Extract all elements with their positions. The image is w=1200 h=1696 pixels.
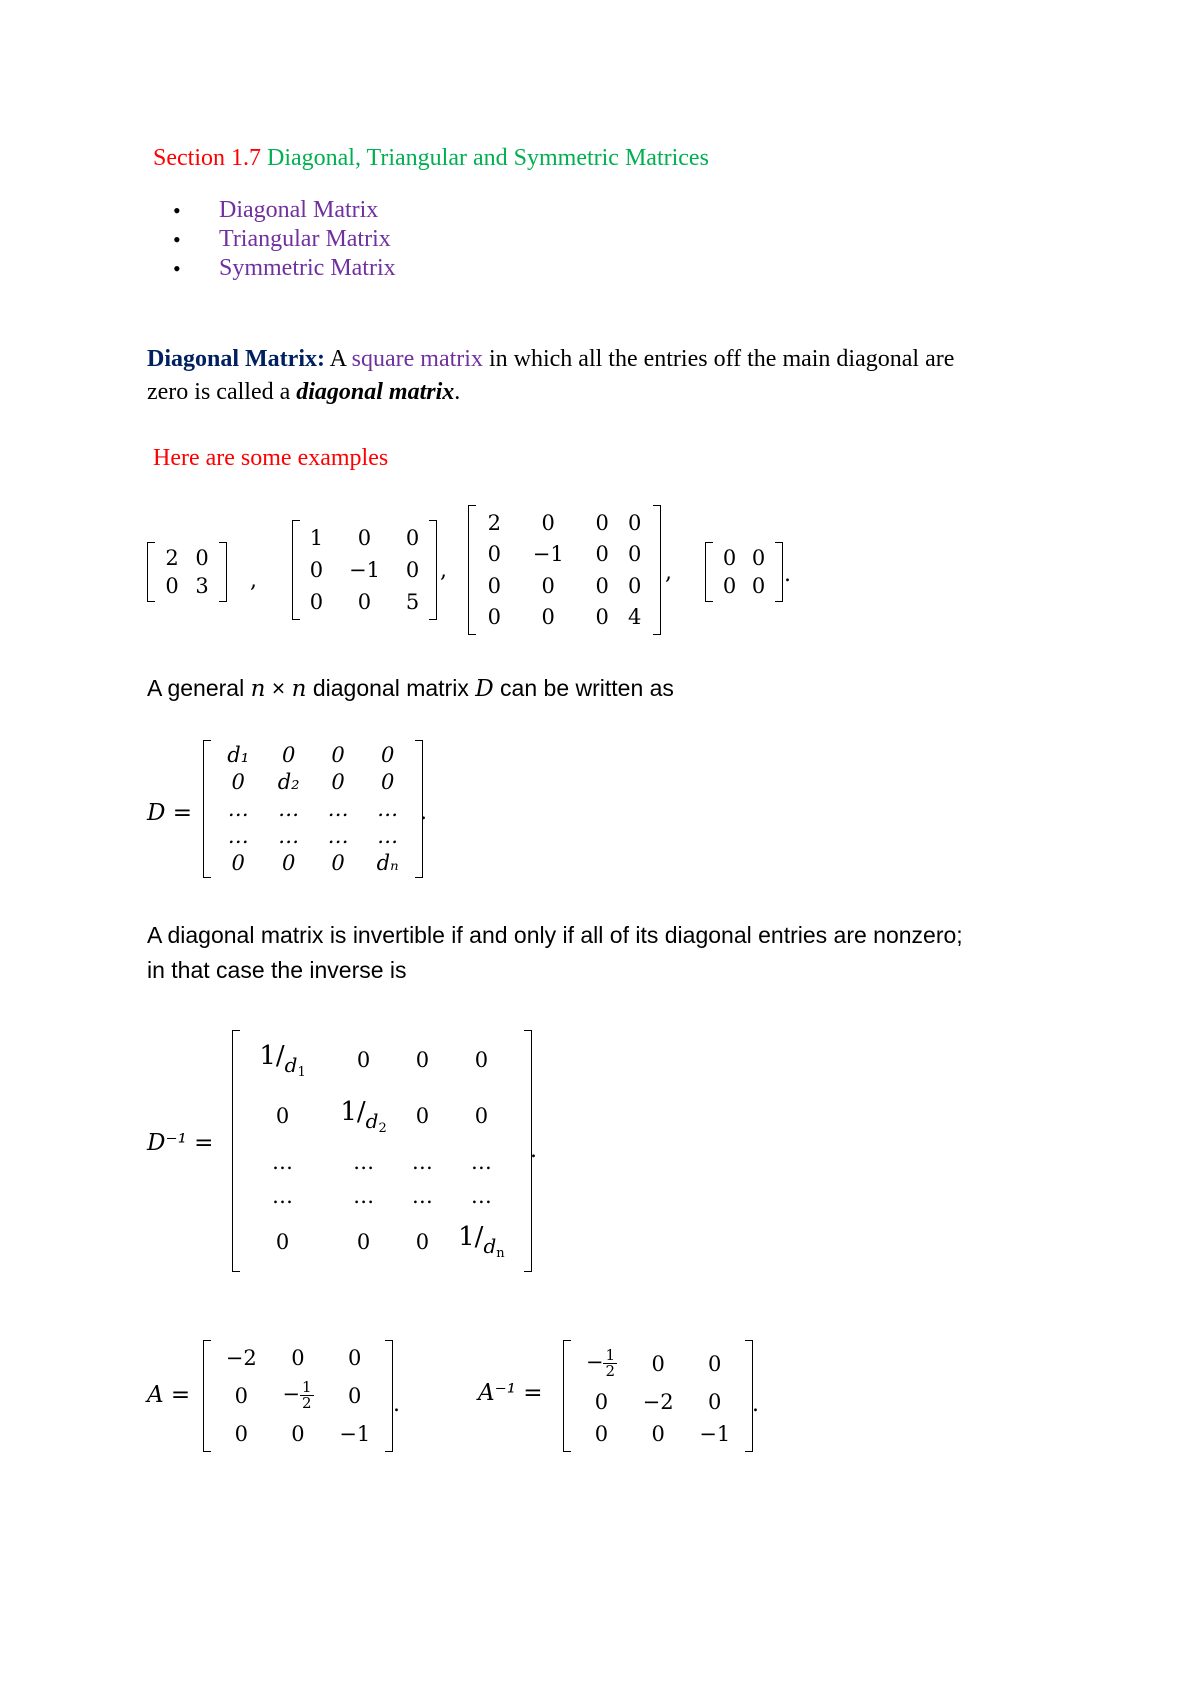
matrix-cell: 0: [541, 605, 555, 630]
general-text: diagonal matrix: [306, 675, 476, 701]
right-bracket: [775, 542, 783, 602]
section-topic: Diagonal, Triangular and Symmetric Matrices: [267, 145, 709, 171]
times-symbol: ×: [265, 675, 292, 701]
matrix-cell: 0: [165, 574, 179, 598]
general-text: can be written as: [493, 675, 674, 701]
matrix-cell: −1: [339, 1421, 371, 1446]
matrix-cell: 0: [474, 1048, 489, 1073]
matrix-cell: 0: [309, 558, 324, 582]
A-matrix: [203, 1340, 393, 1452]
matrix-cell: 0: [628, 510, 642, 535]
example-separator: ,: [440, 558, 447, 583]
matrix-entries: [573, 1342, 743, 1450]
matrix-cell: 0: [331, 743, 345, 768]
matrix-cell: [441, 1214, 522, 1270]
matrix-cell: [270, 1374, 327, 1418]
matrix-cell: 5: [405, 590, 420, 614]
left-bracket: [468, 505, 476, 635]
A-inverse-end: .: [752, 1392, 759, 1417]
example-matrix-1: [147, 542, 227, 602]
matrix-cell: 0: [357, 526, 372, 550]
matrix-cell: …: [353, 1184, 375, 1209]
matrix-cell: 0: [708, 1389, 722, 1414]
math-D: D: [475, 676, 494, 702]
matrix-cell: 0: [594, 1421, 609, 1446]
matrix-cell: 0: [356, 1229, 371, 1254]
matrix-cell: 0: [474, 1104, 489, 1129]
matrix-cell: 0: [405, 526, 420, 550]
matrix-cell: [573, 1342, 630, 1386]
matrix-cell: 0: [751, 546, 766, 570]
matrix-cell: …: [470, 1184, 492, 1209]
matrix-cell: …: [272, 1149, 294, 1174]
matrix-cell: …: [227, 796, 249, 821]
matrix-cell: 0: [541, 573, 555, 598]
matrix-cell: −2: [225, 1346, 257, 1371]
matrix-cell: d₂: [277, 770, 300, 795]
topic-list: [173, 196, 396, 283]
matrix-cell: 0: [595, 605, 609, 630]
D-end: .: [420, 800, 427, 825]
example-matrix-4: [705, 542, 783, 602]
matrix-cell: 0: [281, 743, 296, 768]
left-bracket: [232, 1030, 240, 1272]
examples-heading: Here are some examples: [153, 445, 389, 471]
matrix-entries: [715, 544, 773, 600]
definition-text: A: [324, 346, 352, 372]
invertible-paragraph: A diagonal matrix is invertible if and only if all of its diagonal entries are nonzero; in that case the inverse is: [147, 922, 963, 983]
matrix-cell: 0: [541, 510, 555, 535]
matrix-cell: …: [272, 1184, 294, 1209]
matrix-cell: −1: [532, 542, 564, 567]
matrix-cell: 0: [487, 542, 501, 567]
matrix-cell: 0: [234, 1421, 248, 1446]
square-matrix-term: square matrix: [351, 346, 483, 372]
matrix-cell: …: [278, 823, 300, 848]
matrix-cell: dₙ: [376, 850, 399, 875]
example-separator: ,: [250, 568, 257, 593]
matrix-cell: 0: [380, 770, 395, 795]
list-item: • Triangular Matrix: [173, 225, 396, 254]
matrix-cell: 0: [275, 1104, 290, 1129]
left-bracket: [147, 542, 155, 602]
matrix-cell: −1: [349, 558, 380, 582]
reciprocal-entry: $1/_{d_n}$: [458, 1222, 505, 1262]
matrix-cell: 0: [348, 1383, 362, 1408]
matrix-cell: …: [353, 1149, 375, 1174]
matrix-cell: …: [377, 796, 399, 821]
matrix-cell: 0: [231, 850, 245, 875]
section-number: Section 1.7: [153, 145, 261, 171]
definition-end: .: [454, 379, 461, 405]
matrix-cell: 0: [628, 542, 642, 567]
matrix-cell: 2: [487, 510, 501, 535]
matrix-entries: [213, 1342, 383, 1450]
definition-term: Diagonal Matrix:: [147, 346, 325, 372]
list-item: • Symmetric Matrix: [173, 254, 396, 283]
definition-paragraph: [147, 343, 997, 409]
example-separator: ,: [665, 560, 672, 585]
right-bracket: [385, 1340, 393, 1452]
D-general-matrix: [203, 740, 423, 878]
matrix-cell: [323, 1088, 404, 1144]
matrix-entries: [213, 742, 413, 876]
reciprocal-entry: $1/_{d_1}$: [259, 1040, 306, 1080]
matrix-cell: 0: [415, 1104, 430, 1129]
matrix-cell: 0: [595, 573, 609, 598]
matrix-cell: 0: [405, 558, 420, 582]
right-bracket: [219, 542, 227, 602]
matrix-cell: 0: [487, 573, 501, 598]
left-bracket: [292, 520, 300, 620]
example-matrix-3: [468, 505, 661, 635]
matrix-cell: …: [227, 823, 249, 848]
list-item: • Diagonal Matrix: [173, 196, 396, 225]
diagonal-matrix-term: diagonal matrix: [296, 379, 455, 405]
matrix-cell: 0: [722, 546, 737, 570]
matrix-cell: 0: [722, 574, 737, 598]
matrix-cell: 0: [628, 573, 642, 598]
matrix-entries: [302, 522, 427, 618]
left-bracket: [203, 740, 211, 878]
matrix-cell: 0: [594, 1389, 609, 1414]
A-inverse-matrix: [563, 1340, 753, 1452]
matrix-cell: 0: [487, 605, 501, 630]
D-label: D =: [147, 800, 193, 826]
matrix-cell: 0: [595, 542, 609, 567]
general-text: A general: [147, 675, 251, 701]
matrix-cell: 2: [165, 546, 179, 570]
general-form-text: [147, 672, 674, 706]
matrix-cell: 3: [195, 574, 209, 598]
matrix-cell: 0: [357, 590, 372, 614]
matrix-cell: 0: [348, 1346, 362, 1371]
matrix-cell: 0: [751, 574, 766, 598]
example-matrix-2: [292, 520, 437, 620]
right-bracket: [653, 505, 661, 635]
math-n: n: [250, 676, 266, 702]
matrix-cell: 0: [415, 1229, 430, 1254]
matrix-cell: …: [411, 1184, 433, 1209]
D-inverse-label: D⁻¹ =: [147, 1130, 214, 1156]
A-label: A =: [147, 1382, 191, 1408]
matrix-cell: …: [278, 796, 300, 821]
matrix-cell: 1: [309, 526, 324, 550]
matrix-entries: [157, 544, 217, 600]
matrix-cell: 0: [380, 743, 395, 768]
matrix-cell: 0: [708, 1351, 722, 1376]
matrix-cell: 0: [234, 1383, 248, 1408]
matrix-cell: …: [470, 1149, 492, 1174]
D-inverse-end: .: [530, 1138, 537, 1163]
matrix-cell: 0: [231, 770, 245, 795]
matrix-cell: 0: [281, 850, 296, 875]
matrix-cell: [242, 1032, 323, 1088]
negative-half-entry: − $\frac{1}{2}$: [282, 1377, 312, 1413]
matrix-cell: −1: [699, 1421, 731, 1446]
matrix-cell: 0: [195, 546, 209, 570]
matrix-cell: …: [327, 823, 349, 848]
matrix-entries: [478, 507, 651, 633]
definition-text: in which all the entries off the main diagonal are zero is called a: [147, 346, 955, 405]
matrix-cell: 0: [415, 1048, 430, 1073]
matrix-cell: …: [377, 823, 399, 848]
negative-half-entry: − $\frac{1}{2}$: [585, 1345, 616, 1381]
A-inverse-label: A⁻¹ =: [478, 1380, 543, 1406]
matrix-cell: 0: [356, 1048, 371, 1073]
matrix-entries: [242, 1032, 522, 1270]
matrix-cell: 0: [331, 770, 345, 795]
matrix-cell: 0: [309, 590, 324, 614]
right-bracket: [429, 520, 437, 620]
example-separator: .: [784, 562, 791, 587]
matrix-cell: 0: [331, 850, 345, 875]
A-end: .: [393, 1392, 400, 1417]
math-n: n: [291, 676, 307, 702]
reciprocal-entry: $1/_{d_2}$: [340, 1096, 387, 1136]
left-bracket: [705, 542, 713, 602]
matrix-cell: …: [411, 1149, 433, 1174]
matrix-cell: 0: [291, 1346, 305, 1371]
matrix-cell: 0: [595, 510, 609, 535]
D-inverse-matrix: [232, 1030, 532, 1272]
matrix-cell: 0: [291, 1421, 305, 1446]
matrix-cell: …: [327, 796, 349, 821]
matrix-cell: 0: [651, 1421, 665, 1446]
matrix-cell: 4: [628, 605, 642, 630]
left-bracket: [563, 1340, 571, 1452]
matrix-cell: −2: [642, 1389, 674, 1414]
matrix-cell: d₁: [227, 743, 250, 768]
left-bracket: [203, 1340, 211, 1452]
matrix-cell: 0: [275, 1229, 290, 1254]
section-title: [153, 145, 709, 172]
matrix-cell: 0: [651, 1351, 665, 1376]
